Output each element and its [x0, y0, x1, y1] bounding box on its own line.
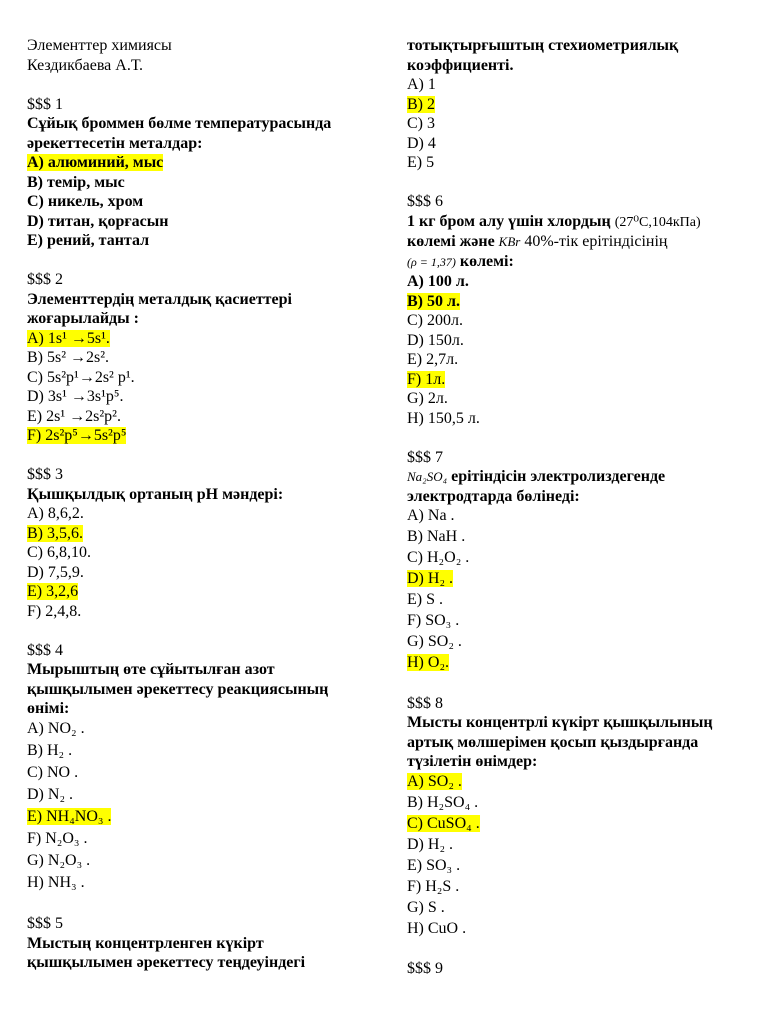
answer-option-correct: C) CuSO₄ .: [407, 814, 480, 832]
question-text: тотықтырғыштың стехиометриялық: [407, 37, 679, 54]
answer-option: D) титан, қорғасын: [27, 212, 169, 230]
formula: KBr: [498, 234, 521, 249]
question-text: ерітіндісін электролиздегенде: [451, 468, 666, 485]
document-title: Элементтер химиясы: [27, 37, 172, 54]
question-text: жоғарылайды :: [27, 310, 139, 327]
answer-option-correct: B) 3,5,6.: [27, 524, 83, 542]
answer-option: F) H₂S .: [407, 877, 460, 895]
answer-option: G) SO₂ .: [407, 633, 462, 650]
question-text: артық мөлшерімен қосып қыздырғанда: [407, 733, 699, 751]
answer-option: B) NaH .: [407, 528, 466, 545]
answer-option: E) рений, тантал: [27, 232, 150, 249]
formula: (27⁰C,104кПа): [614, 214, 701, 230]
answer-option: H) 150,5 л.: [407, 409, 480, 427]
answer-option: C) 5s²p¹→2s² p¹.: [27, 368, 135, 386]
answer-option-correct: E) NH₄NO₃ .: [27, 807, 112, 825]
formula: Na₂SO₄: [407, 469, 448, 484]
answer-option: H) CuO .: [407, 919, 467, 937]
question-marker: $$$ 6: [407, 193, 443, 210]
answer-option-correct: E) 3,2,6: [27, 583, 79, 600]
answer-option: C) NO .: [27, 763, 79, 781]
answer-option: E) 2,7л.: [407, 351, 459, 368]
question-marker: $$$ 9: [407, 960, 443, 977]
answer-option-correct: B) 50 л.: [407, 292, 460, 310]
answer-option: G) 2л.: [407, 390, 448, 407]
answer-option: E) 2s¹ →2s²p².: [27, 407, 121, 425]
answer-option-correct: F) 2s²p⁵→5s²p⁵: [27, 427, 127, 444]
question-text: Сұйық броммен бөлме температурасында: [27, 115, 332, 132]
answer-option: A) 100 л.: [407, 273, 469, 290]
question-text: Мыстың концентрленген күкірт: [27, 934, 264, 952]
answer-option: D) H₂ .: [407, 835, 454, 853]
answer-option: B) H₂SO₄ .: [407, 793, 479, 811]
answer-option: B) темір, мыс: [27, 173, 125, 191]
question-marker: $$$ 7: [407, 448, 443, 466]
answer-option: H) NH₃ .: [27, 873, 85, 891]
answer-option: F) N₂O₃ .: [27, 829, 88, 847]
right-column: [407, 36, 752, 979]
answer-option-correct: A) 1s¹ →5s¹.: [27, 329, 110, 347]
answer-option: B) 5s² →2s².: [27, 349, 110, 366]
answer-option-correct: A) алюминий, мыс: [27, 154, 164, 171]
answer-option: D) 150л.: [407, 331, 464, 349]
answer-option: G) N₂O₃ .: [27, 851, 91, 869]
answer-option: C) 3: [407, 115, 435, 132]
question-marker: $$$ 5: [27, 915, 63, 932]
question-text: қышқылымен әрекеттесу реакциясының: [27, 680, 329, 698]
question-text: көлемі және: [407, 233, 495, 250]
answer-option: C) 6,8,10.: [27, 544, 91, 561]
question-text: қышқылымен әрекеттесу теңдеуіндегі: [27, 954, 306, 971]
author-name: Кездикбаева А.Т.: [27, 56, 143, 74]
answer-option: C) 200л.: [407, 312, 463, 329]
answer-option: D) N₂ .: [27, 785, 74, 803]
answer-option: A) 1: [407, 76, 436, 93]
answer-option-correct: H) O₂.: [407, 654, 450, 671]
question-text: Мырыштың өте сұйытылған азот: [27, 661, 275, 678]
question-text: көлемі:: [459, 252, 514, 270]
question-text: 1 кг бром алу үшін хлордың: [407, 212, 611, 230]
answer-option-correct: D) H₂ .: [407, 570, 454, 587]
question-text: коэффициенті.: [407, 56, 514, 74]
question-text: 40%-тік ерітіндісінің: [524, 233, 668, 250]
answer-option: G) S .: [407, 898, 445, 916]
answer-option-correct: A) SO₂ .: [407, 772, 462, 790]
question-text: әрекеттесетін металдар:: [27, 134, 203, 152]
answer-option: D) 7,5,9.: [27, 563, 84, 581]
question-text: түзілетін өнімдер:: [407, 753, 538, 770]
answer-option: E) 5: [407, 154, 435, 171]
answer-option: D) 4: [407, 134, 436, 152]
answer-option: C) никель, хром: [27, 193, 144, 210]
answer-option: F) 2,4,8.: [27, 602, 82, 620]
question-text: Қышқылдық ортаның pH мәндері:: [27, 485, 284, 503]
question-text: өнімі:: [27, 700, 70, 717]
question-marker: $$$ 3: [27, 466, 63, 483]
question-marker: $$$ 4: [27, 641, 63, 659]
question-marker: $$$ 2: [27, 271, 63, 288]
question-marker: $$$ 1: [27, 95, 63, 113]
formula: (ρ = 1,37): [407, 254, 456, 269]
answer-option: D) 3s¹ →3s¹p⁵.: [27, 388, 124, 405]
answer-option: A) NO₂ .: [27, 719, 85, 737]
answer-option: F) SO₃ .: [407, 612, 460, 629]
answer-option: E) S .: [407, 591, 443, 608]
answer-option: A) Na .: [407, 507, 455, 524]
question-text: Мысты концентрлі күкірт қышқылының: [407, 714, 713, 731]
answer-option: A) 8,6,2.: [27, 505, 84, 522]
question-text: Элементтердің металдық қасиеттері: [27, 290, 292, 308]
question-text: электродтарда бөлінеді:: [407, 487, 580, 505]
answer-option: B) H₂ .: [27, 741, 73, 759]
answer-option-correct: B) 2: [407, 95, 435, 113]
left-column: [27, 36, 377, 973]
answer-option: C) H₂O₂ .: [407, 549, 470, 566]
answer-option: E) SO₃ .: [407, 856, 461, 874]
answer-option-correct: F) 1л.: [407, 370, 446, 388]
question-marker: $$$ 8: [407, 694, 443, 712]
